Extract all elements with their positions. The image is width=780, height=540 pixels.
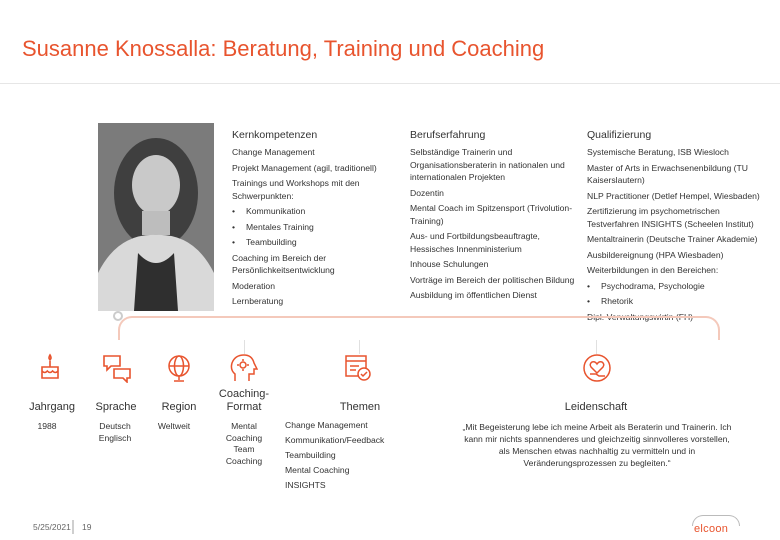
leidenschaft-quote: „Mit Begeisterung lebe ich meine Arbeit als Beraterin und Trainerin. Ich kann mir nichts spannenderes und gleichzeitig sinnvolleres vorstellen, als Menschen etwas nachhaltig zu vermitteln und in Veränderungsprozessen zu begleiten.“ (462, 422, 732, 468)
bullet-item: • Teambuilding (232, 237, 297, 247)
bullet-item: • Kommunikation (232, 206, 306, 216)
list-item: Mentaltrainerin (Deutsche Trainer Akademie) (587, 234, 758, 244)
kernkompetenzen-list (232, 146, 407, 311)
themen-list (285, 418, 415, 493)
list-item: Kommunikation/Feedback (285, 435, 385, 445)
list-item: Change Management (232, 147, 315, 157)
list-item: Zertifizierung im psychometrischen Testverfahren INSIGHTS (Scheelen Institut) (587, 206, 754, 229)
qualifizierung-list (587, 146, 767, 326)
list-item: Coaching im Bereich der Persönlichkeitsentwicklung (232, 252, 335, 275)
head-gears-icon (228, 353, 258, 383)
title-divider (0, 83, 780, 84)
list-item: Ausbildung im öffentlichen Dienst (410, 290, 537, 300)
kernkompetenzen-heading: Kernkompetenzen (232, 129, 318, 141)
list-item: Change Management (285, 420, 368, 430)
elcoon-logo: elcoon (688, 515, 744, 539)
list-item: Moderation (232, 280, 275, 291)
list-item: NLP Practitioner (Detlef Hempel, Wiesbaden) (587, 190, 760, 201)
region-value: Weltweit (157, 421, 191, 431)
list-item: Ausbildereignung (HPA Wiesbaden) (587, 249, 724, 260)
list-item: Teambuilding (285, 450, 336, 460)
sprache-value: Deutsch Englisch (98, 421, 132, 443)
portrait-photo (98, 123, 214, 311)
speech-bubbles-icon (102, 353, 132, 383)
list-item: Trainings und Workshops mit den Schwerpunkten: (232, 178, 360, 201)
timeline-start-dot (113, 311, 123, 321)
list-item: Lernberatung (232, 296, 284, 306)
list-item: Projekt Management (agil, traditionell) (232, 162, 377, 173)
list-item: Weiterbildungen in den Bereichen: (587, 265, 719, 275)
qualifizierung-heading: Qualifizierung (587, 129, 652, 141)
bullet-item: • Psychodrama, Psychologie (587, 280, 705, 291)
footer-divider (72, 520, 74, 534)
list-item: Aus- und Fortbildungsbeauftragte, Hessisches Innenministerium (410, 231, 540, 254)
page-number: 19 (82, 522, 92, 532)
coaching-format-label: Coaching- Format (218, 388, 270, 413)
sprache-label: Sprache (95, 401, 137, 413)
globe-icon (164, 353, 194, 383)
list-item: Dipl. Verwaltungswirtin (FH) (587, 311, 694, 322)
timeline-stem (244, 340, 245, 354)
list-item: Dozentin (410, 187, 444, 198)
list-item: INSIGHTS (285, 480, 326, 490)
berufserfahrung-heading: Berufserfahrung (410, 129, 486, 141)
bullet-item: • Mentales Training (232, 221, 314, 232)
list-item: Inhouse Schulungen (410, 259, 489, 269)
window-check-icon (343, 353, 373, 383)
timeline-stem (359, 340, 360, 354)
list-item: Master of Arts in Erwachsenenbildung (TU Kaiserslautern) (587, 162, 748, 185)
list-item: Selbständige Trainerin und Organisationsberaterin in nationalen und internationalen Projekten (410, 147, 565, 182)
list-item: Mental Coaching (285, 465, 350, 475)
birthday-cake-icon (35, 352, 65, 382)
jahrgang-value: 1988 (37, 421, 57, 431)
region-label: Region (161, 401, 197, 413)
timeline-stem (596, 340, 597, 354)
leidenschaft-label: Leidenschaft (564, 401, 628, 413)
list-item: Vorträge im Bereich der politischen Bildung (410, 274, 575, 285)
themen-label: Themen (339, 401, 381, 413)
list-item: Systemische Beratung, ISB Wiesloch (587, 147, 729, 157)
berufserfahrung-list (410, 146, 580, 305)
list-item: Mental Coach im Spitzensport (Trivolution-Training) (410, 203, 573, 226)
bullet-item: • Rhetorik (587, 296, 633, 306)
coaching-format-value: Mental Coaching Team Coaching (225, 421, 263, 466)
page-title: Susanne Knossalla: Beratung, Training und Coaching (22, 36, 545, 61)
heart-hand-icon (582, 353, 612, 383)
footer-date: 5/25/2021 (33, 522, 71, 532)
jahrgang-label: Jahrgang (29, 401, 75, 413)
timeline-arc (118, 316, 720, 340)
